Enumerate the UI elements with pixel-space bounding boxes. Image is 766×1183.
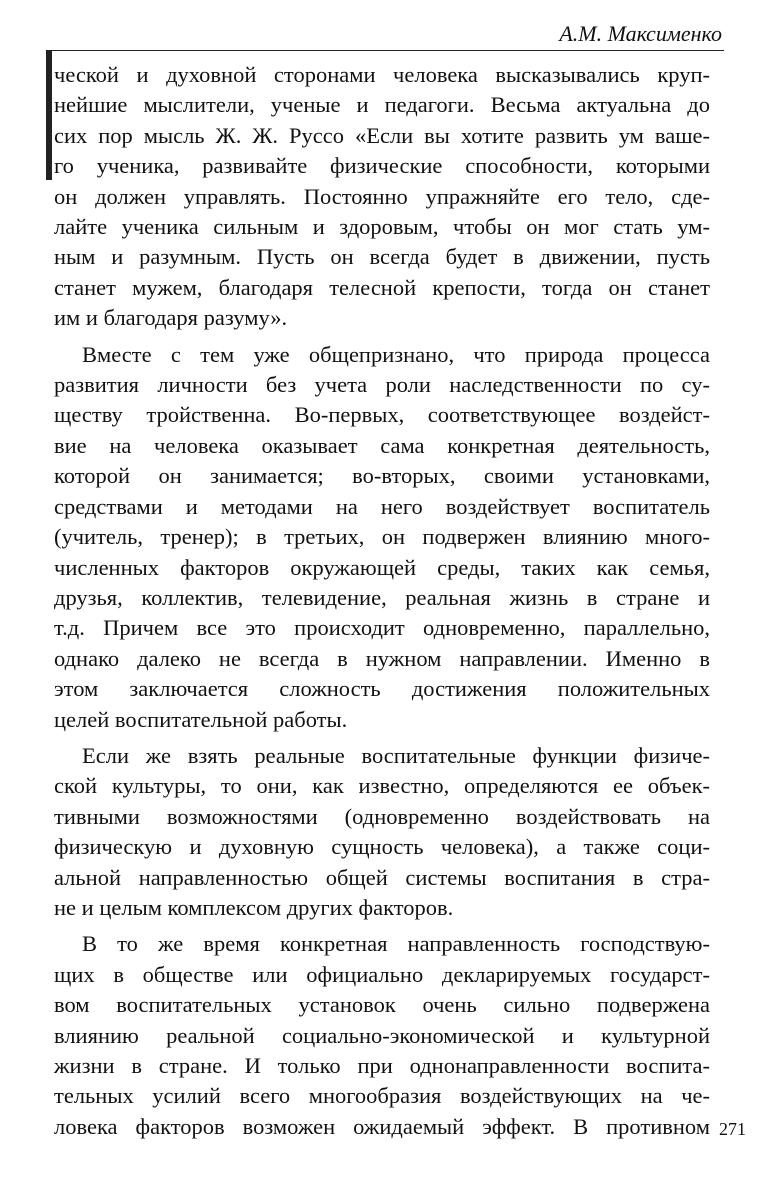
text-line: вом воспитательных установок очень сильно подвержена: [54, 992, 710, 1018]
text-line: (учитель, тренер); в третьих, он подвержен влиянию много-: [54, 524, 710, 550]
text-line: го ученика, развивайте физические способности, которыми: [54, 153, 710, 179]
text-line: этом заключается сложность достижения положительных: [54, 676, 710, 702]
text-line: ществу тройственна. Во-первых, соответствующее воздейст-: [54, 402, 710, 428]
text-line: тельных усилий всего многообразия воздействующих на че-: [54, 1083, 710, 1109]
text-line: тивными возможностями (одновременно воздействовать на: [54, 803, 710, 829]
text-line: ской культуры, то они, как известно, определяются ее объек-: [54, 773, 710, 799]
text-line: лайте ученика сильным и здоровым, чтобы он мог стать ум-: [54, 214, 710, 240]
text-line: однако далеко не всегда в нужном направлении. Именно в: [54, 645, 710, 671]
text-line: сих пор мысль Ж. Ж. Руссо «Если вы хотите развить ум ваше-: [54, 122, 710, 148]
text-line: влиянию реальной социально-экономической и культурной: [54, 1022, 710, 1048]
margin-bar: [46, 50, 52, 180]
header-rule: [52, 50, 724, 51]
text-line: им и благодаря разуму».: [54, 305, 288, 331]
paragraph-4: [54, 929, 710, 1142]
text-line: вие на человека оказывает сама конкретная деятельность,: [54, 432, 710, 458]
text-line: не и целым комплексом других факторов.: [54, 894, 454, 920]
text-line: он должен управлять. Постоянно упражняйте его тело, сде-: [54, 183, 710, 209]
running-head-author: А.М. Максименко: [559, 21, 722, 46]
text-line: друзья, коллектив, телевидение, реальная жизнь в стране и: [54, 584, 710, 610]
text-line: средствами и методами на него воздействует воспитатель: [54, 493, 710, 519]
text-line: станет мужем, благодаря телесной крепости, тогда он станет: [54, 274, 710, 300]
text-line: ным и разумным. Пусть он всегда будет в движении, пусть: [54, 244, 710, 270]
paragraph-1: [54, 60, 710, 334]
text-line: которой он занимается; во-вторых, своими установками,: [54, 463, 710, 489]
page-number: 271: [719, 1119, 746, 1139]
text-line: нейшие мыслители, ученые и педагоги. Весьма актуальна до: [54, 92, 710, 118]
text-line: т.д. Причем все это происходит одновременно, параллельно,: [54, 615, 710, 641]
text-line: жизни в стране. И только при однонаправленности воспита-: [54, 1053, 710, 1078]
paragraph-3: [54, 741, 710, 923]
text-line: физическую и духовную сущность человека), а также соци-: [54, 834, 710, 860]
body-text: [54, 60, 710, 1142]
text-line: целей воспитательной работы.: [54, 706, 348, 732]
text-line: Если же взять реальные воспитательные функции физиче-: [82, 742, 710, 768]
paragraph-2: [54, 340, 710, 735]
text-line: развития личности без учета роли наследственности по су-: [54, 372, 710, 398]
text-line: В то же время конкретная направленность господствую-: [82, 931, 710, 957]
text-line: численных факторов окружающей среды, таких как семья,: [54, 554, 710, 580]
text-line: альной направленностью общей системы воспитания в стра-: [54, 864, 710, 890]
text-line: ловека факторов возможен ожидаемый эффект. В противном: [54, 1113, 710, 1139]
text-line: ческой и духовной сторонами человека высказывались круп-: [54, 62, 710, 87]
text-line: Вместе с тем уже общепризнано, что природа процесса: [82, 341, 710, 367]
text-line: щих в обществе или официально декларируемых государст-: [54, 961, 710, 987]
